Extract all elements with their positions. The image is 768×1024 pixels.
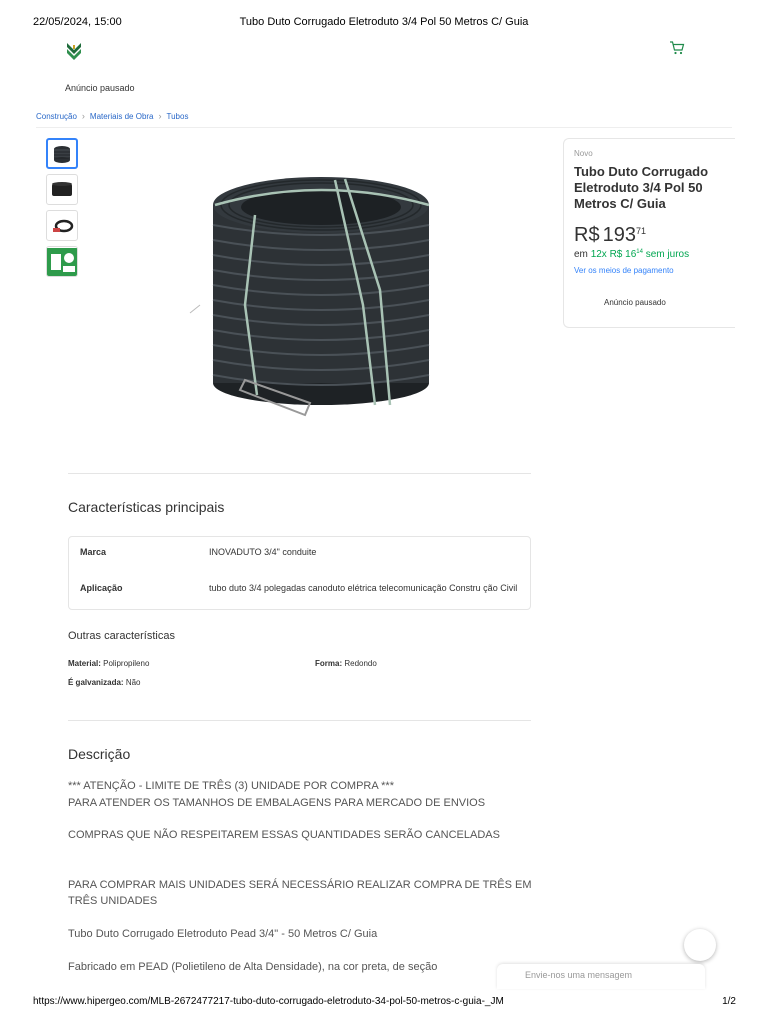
spec-table — [68, 536, 531, 610]
characteristics-title: Características principais — [68, 499, 225, 515]
spec-key: Aplicação — [80, 583, 123, 593]
other-characteristic: Material: Polipropileno — [68, 659, 150, 668]
breadcrumb — [36, 111, 188, 121]
installment-prefix: em — [574, 249, 588, 260]
price-currency: R$ — [574, 224, 600, 246]
thumbnail-3[interactable] — [46, 210, 78, 241]
chat-message-input[interactable]: Envie-nos uma mensagem — [497, 964, 705, 989]
description-paragraph: PARA COMPRAR MAIS UNIDADES SERÁ NECESSÁRIO REALIZAR COMPRA DE TRÊS EM TRÊS UNIDADES — [68, 879, 532, 907]
breadcrumb-item-materiais-de-obra[interactable]: Materiais de Obra — [89, 111, 154, 121]
other-characteristic: É galvanizada: Não — [68, 678, 141, 687]
price — [574, 224, 735, 247]
spec-value: tubo duto 3/4 polegadas canoduto elétrica telecomunicação Constru ção Civil — [209, 582, 518, 593]
product-image[interactable] — [185, 165, 440, 430]
other-characteristics-title: Outras características — [68, 630, 175, 642]
thumbnail-list — [46, 138, 78, 277]
spec-row — [69, 537, 530, 567]
buy-box — [563, 138, 735, 328]
chevron-right-icon: › — [81, 111, 85, 121]
chat-button[interactable] — [684, 929, 716, 961]
divider — [68, 473, 531, 474]
print-date: 22/05/2024, 15:00 — [33, 16, 122, 28]
description-paragraph: *** ATENÇÃO - LIMITE DE TRÊS (3) UNIDADE POR COMPRA *** — [68, 780, 394, 792]
spec-value: INOVADUTO 3/4" conduite — [209, 546, 317, 557]
description-paragraph: Fabricado em PEAD (Polietileno de Alta Densidade), na cor preta, de seção — [68, 961, 438, 973]
price-cents: 71 — [635, 226, 646, 236]
store-logo-icon[interactable] — [64, 41, 84, 61]
installment-suffix: sem juros — [645, 249, 690, 260]
cart-icon[interactable] — [669, 41, 685, 55]
paused-notice-box: Anúncio pausado — [604, 298, 666, 307]
print-page-number: 1/2 — [722, 996, 736, 1007]
chevron-right-icon: › — [158, 111, 162, 121]
thumbnail-4[interactable] — [46, 246, 78, 277]
spec-key: Marca — [80, 547, 107, 557]
print-url: https://www.hipergeo.com/MLB-2672477217-tubo-duto-corrugado-eletroduto-34-pol-50-metros-c-guia-_JM — [33, 996, 504, 1007]
installment-amount: 12x R$ $16^{14}$ — [590, 249, 643, 260]
description-title: Descrição — [68, 746, 131, 762]
description-paragraph: COMPRAS QUE NÃO RESPEITAREM ESSAS QUANTIDADES SERÃO CANCELADAS — [68, 829, 500, 841]
description-paragraph: PARA ATENDER OS TAMANHOS DE EMBALAGENS PARA MERCADO DE ENVIOS — [68, 797, 486, 809]
breadcrumb-item-construcao[interactable]: Construção — [36, 111, 77, 121]
installments — [574, 249, 735, 260]
other-characteristic: Forma: Redondo — [315, 659, 377, 668]
condition-label: Novo — [574, 149, 593, 158]
thumbnail-2[interactable] — [46, 174, 78, 205]
paused-notice: Anúncio pausado — [65, 83, 135, 93]
spec-row — [69, 567, 530, 609]
breadcrumb-item-tubos[interactable]: Tubos — [166, 111, 189, 121]
thumbnail-1[interactable] — [46, 138, 78, 169]
description-paragraph: Tubo Duto Corrugado Eletroduto Pead 3/4" - 50 Metros C/ Guia — [68, 928, 378, 940]
print-page-title: Tubo Duto Corrugado Eletroduto 3/4 Pol 50 Metros C/ Guia — [239, 16, 529, 28]
product-title: Tubo Duto Corrugado Eletroduto 3/4 Pol 50 Metros C/ Guia — [574, 164, 709, 211]
divider — [68, 720, 531, 721]
payment-methods-link[interactable]: Ver os meios de pagamento — [574, 266, 674, 275]
price-value: 193 — [602, 224, 636, 246]
